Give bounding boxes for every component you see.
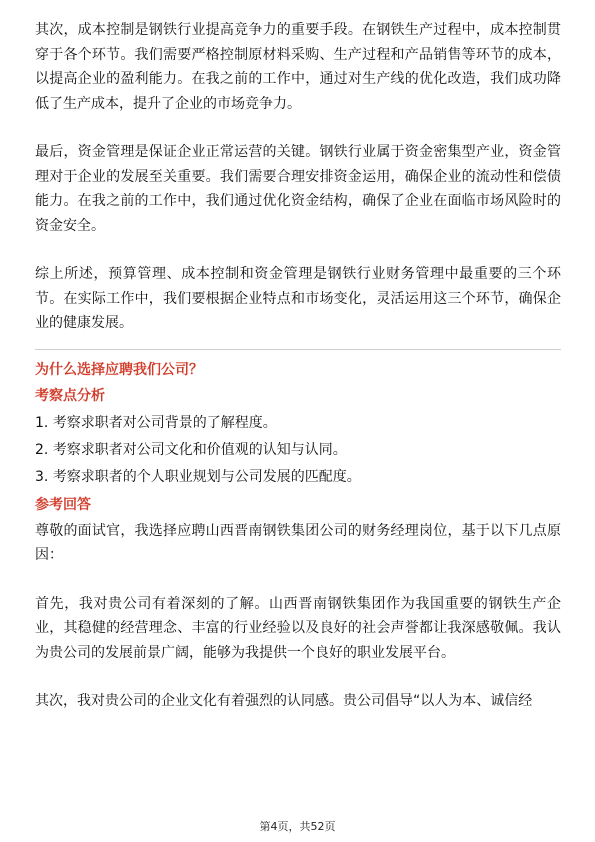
- body-paragraph: 其次，成本控制是钢铁行业提高竞争力的重要手段。在钢铁生产过程中，成本控制贯穿于各个环节。我们需要严格控制原材料采购、生产过程和产品销售等环节的成本，以提高企业的盈利能力。在我之前的工作中，通过对生产线的优化改造，我们成功降低了生产成本，提升了企业的市场竞争力。: [35, 22, 561, 112]
- page-footer: 第4页，共52页: [259, 820, 336, 833]
- list-item: 3. 考察求职者的个人职业规划与公司发展的匹配度。: [35, 468, 361, 485]
- body-paragraph: 综上所述，预算管理、成本控制和资金管理是钢铁行业财务管理中最重要的三个环节。在实际工作中，我们要根据企业特点和市场变化，灵活运用这三个环节，确保企业的健康发展。: [35, 266, 561, 331]
- list-item: 1. 考察求职者对公司背景的了解程度。: [35, 414, 277, 431]
- paragraph-gap: [35, 116, 561, 140]
- section-divider: [35, 349, 561, 350]
- paragraph-gap: [35, 238, 561, 262]
- analysis-list: [35, 410, 561, 491]
- body-paragraph: 最后，资金管理是保证企业正常运营的关键。钢铁行业属于资金密集型产业，资金管理对于企业的发展至关重要。我们需要合理安排资金运用，确保企业的流动性和偿债能力。在我之前的工作中，我们通过优化资金结构，确保了企业在面临市场风险时的资金安全。: [35, 144, 561, 234]
- analysis-label: 考察点分析: [35, 387, 105, 404]
- paragraph-gap: [35, 665, 561, 689]
- list-item: 2. 考察求职者对公司文化和价值观的认知与认同。: [35, 441, 347, 458]
- answer-paragraph: 首先，我对贵公司有着深刻的了解。山西晋南钢铁集团作为我国重要的钢铁生产企业，其稳健的经营理念、丰富的行业经验以及良好的社会声誉都让我深感敬佩。我认为贵公司的发展前景广阔，能够为我提供一个良好的职业发展平台。: [35, 595, 561, 661]
- answer-paragraph: 尊敬的面试官，我选择应聘山西晋南钢铁集团公司的财务经理岗位，基于以下几点原因：: [35, 522, 561, 563]
- paragraph-gap: [35, 568, 561, 592]
- answer-paragraph: 其次，我对贵公司的企业文化有着强烈的认同感。贵公司倡导“以人为本、诚信经: [35, 693, 533, 709]
- page-content: [35, 18, 561, 714]
- question-heading: 为什么选择应聘我们公司？: [35, 361, 203, 378]
- answer-label: 参考回答: [35, 496, 91, 513]
